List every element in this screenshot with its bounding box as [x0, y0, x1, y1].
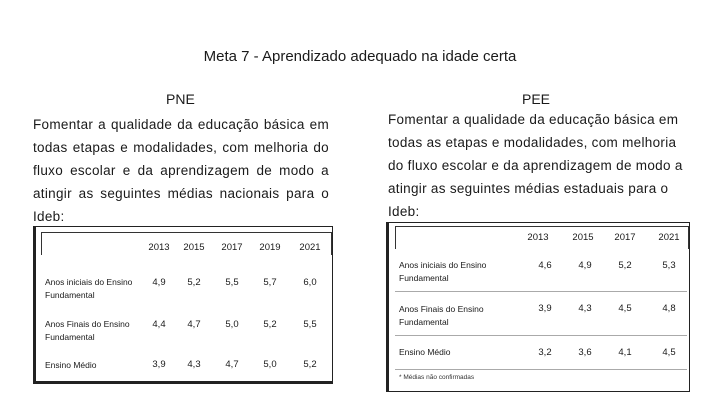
- pne-table-cell: 4,3: [187, 359, 201, 370]
- pne-row-label: Anos iniciais do Ensino Fundamental: [45, 277, 133, 300]
- pee-table-cell: 3,9: [538, 303, 552, 314]
- pne-table-cell: 5,5: [225, 277, 239, 288]
- pee-table-cell: 4,3: [578, 303, 592, 314]
- pee-year-header: 2017: [614, 232, 636, 243]
- pee-table-cell: 3,6: [578, 347, 592, 358]
- pee-table: [386, 222, 690, 392]
- pne-table-cell: 5,2: [187, 277, 201, 288]
- pee-table-cell: 4,5: [662, 347, 676, 358]
- pne-year-header: 2013: [148, 242, 170, 253]
- pee-row-label: Anos iniciais do Ensino Fundamental: [399, 260, 487, 283]
- pne-table-cell: 4,7: [225, 359, 239, 370]
- table-divider: [395, 291, 687, 292]
- pne-year-header: 2019: [259, 242, 281, 253]
- pee-year-header: 2015: [572, 232, 594, 243]
- pee-table-cell: 4,6: [538, 260, 552, 271]
- pne-table: [33, 226, 333, 384]
- pne-row-label: Ensino Médio: [45, 360, 97, 370]
- pee-year-header: 2021: [658, 232, 680, 243]
- pee-row-label: Ensino Médio: [399, 347, 451, 357]
- pee-description: Fomentar a qualidade da educação básica em todas as etapas e modalidades, com melhoria do fluxo escolar e da aprendizagem de modo a atingir as seguintes médias estaduais para o Ideb:: [388, 112, 683, 219]
- pne-year-header: 2017: [221, 242, 243, 253]
- pne-table-cell: 4,9: [152, 277, 166, 288]
- pee-row-label: Anos Finais do Ensino Fundamental: [399, 304, 484, 327]
- pne-heading: PNE: [166, 91, 195, 107]
- pne-year-header: 2021: [299, 242, 321, 253]
- pee-table-cell: 4,9: [578, 260, 592, 271]
- pne-table-cell: 4,4: [152, 319, 166, 330]
- pee-table-cell: 4,1: [618, 347, 632, 358]
- pne-table-cell: 5,5: [303, 319, 317, 330]
- table-divider: [395, 369, 687, 370]
- pee-table-cell: 3,2: [538, 347, 552, 358]
- pne-description: Fomentar a qualidade da educação básica em todas etapas e modalidades, com melhoria do fluxo escolar e da aprendizagem de modo a atingir as seguintes médias nacionais para o Ideb:: [33, 117, 329, 224]
- pee-heading: PEE: [522, 91, 551, 107]
- page-title: Meta 7 - Aprendizado adequado na idade certa: [203, 48, 517, 65]
- pne-table-cell: 5,0: [225, 319, 239, 330]
- pne-table-cell: 4,7: [187, 319, 201, 330]
- pne-table-cell: 6,0: [303, 277, 317, 288]
- table-divider: [395, 335, 687, 336]
- pne-table-cell: 5,7: [263, 277, 277, 288]
- pne-row-label: Anos Finais do Ensino Fundamental: [45, 319, 130, 342]
- pee-table-cell: 4,5: [618, 303, 632, 314]
- pee-table-cell: 5,3: [662, 260, 676, 271]
- pee-table-cell: 5,2: [618, 260, 632, 271]
- pne-table-cell: 5,0: [263, 359, 277, 370]
- pee-year-header: 2013: [527, 232, 549, 243]
- pne-year-header: 2015: [183, 242, 205, 253]
- pne-table-cell: 3,9: [152, 359, 166, 370]
- pee-footnote: * Médias não confirmadas: [399, 374, 475, 381]
- pne-table-cell: 5,2: [303, 359, 317, 370]
- pee-table-cell: 4,8: [662, 303, 676, 314]
- pne-table-cell: 5,2: [263, 319, 277, 330]
